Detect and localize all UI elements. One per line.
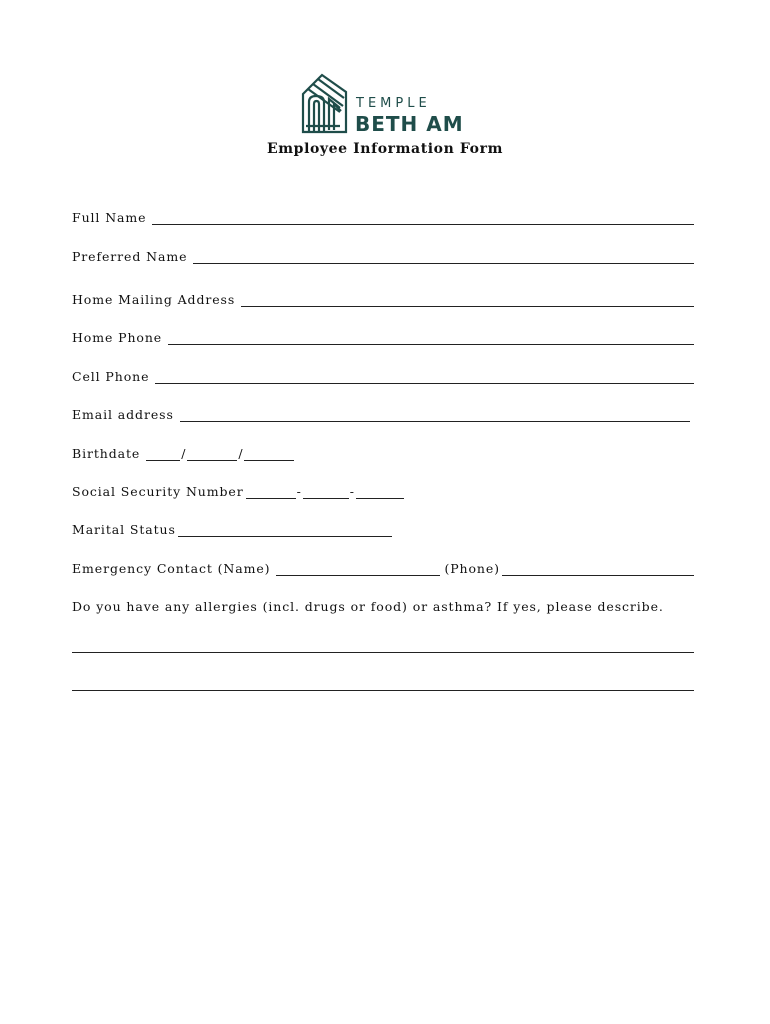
home-phone-field[interactable] xyxy=(168,332,694,345)
ssn-separator: - xyxy=(349,484,355,499)
home-address-row xyxy=(72,292,694,307)
birthdate-month-field[interactable] xyxy=(146,448,180,461)
ssn-label: Social Security Number xyxy=(72,484,244,499)
preferred-name-field[interactable] xyxy=(193,251,694,264)
cell-phone-label: Cell Phone xyxy=(72,369,150,384)
date-separator: / xyxy=(181,446,187,461)
ssn-part1-field[interactable] xyxy=(246,486,296,499)
allergies-answer-line-1[interactable] xyxy=(72,651,694,653)
cell-phone-field[interactable] xyxy=(155,371,694,384)
email-label: Email address xyxy=(72,407,174,422)
email-field[interactable] xyxy=(180,409,690,422)
date-separator: / xyxy=(238,446,244,461)
birthdate-year-field[interactable] xyxy=(244,448,294,461)
emergency-contact-name-field[interactable] xyxy=(276,563,440,576)
allergies-question: Do you have any allergies (incl. drugs or food) or asthma? If yes, please describe. xyxy=(72,599,664,614)
ssn-part3-field[interactable] xyxy=(356,486,404,499)
email-row xyxy=(72,407,690,422)
house-logo-icon xyxy=(300,72,350,134)
preferred-name-row xyxy=(72,249,694,264)
birthdate-day-field[interactable] xyxy=(187,448,237,461)
home-address-label: Home Mailing Address xyxy=(72,292,236,307)
birthdate-row xyxy=(72,446,294,461)
allergies-answer-line-2[interactable] xyxy=(72,689,694,691)
ssn-row xyxy=(72,484,404,499)
temple-beth-am-logo xyxy=(300,72,470,138)
emergency-phone-label: (Phone) xyxy=(444,561,500,576)
emergency-phone-field[interactable] xyxy=(502,563,694,576)
home-phone-label: Home Phone xyxy=(72,330,163,345)
full-name-field[interactable] xyxy=(152,212,694,225)
full-name-row xyxy=(72,210,694,225)
full-name-label: Full Name xyxy=(72,210,147,225)
marital-status-label: Marital Status xyxy=(72,522,176,537)
home-phone-row xyxy=(72,330,694,345)
home-address-field[interactable] xyxy=(241,294,694,307)
form-title: Employee Information Form xyxy=(267,141,503,157)
preferred-name-label: Preferred Name xyxy=(72,249,188,264)
marital-status-row xyxy=(72,522,392,537)
logo-temple-text: TEMPLE xyxy=(356,96,431,111)
ssn-separator: - xyxy=(296,484,302,499)
marital-status-field[interactable] xyxy=(178,524,392,537)
ssn-part2-field[interactable] xyxy=(303,486,349,499)
cell-phone-row xyxy=(72,369,694,384)
emergency-contact-row xyxy=(72,561,694,576)
emergency-contact-label: Emergency Contact (Name) xyxy=(72,561,271,576)
logo-beth-am-text: BETH AM xyxy=(355,112,464,136)
birthdate-label: Birthdate xyxy=(72,446,141,461)
